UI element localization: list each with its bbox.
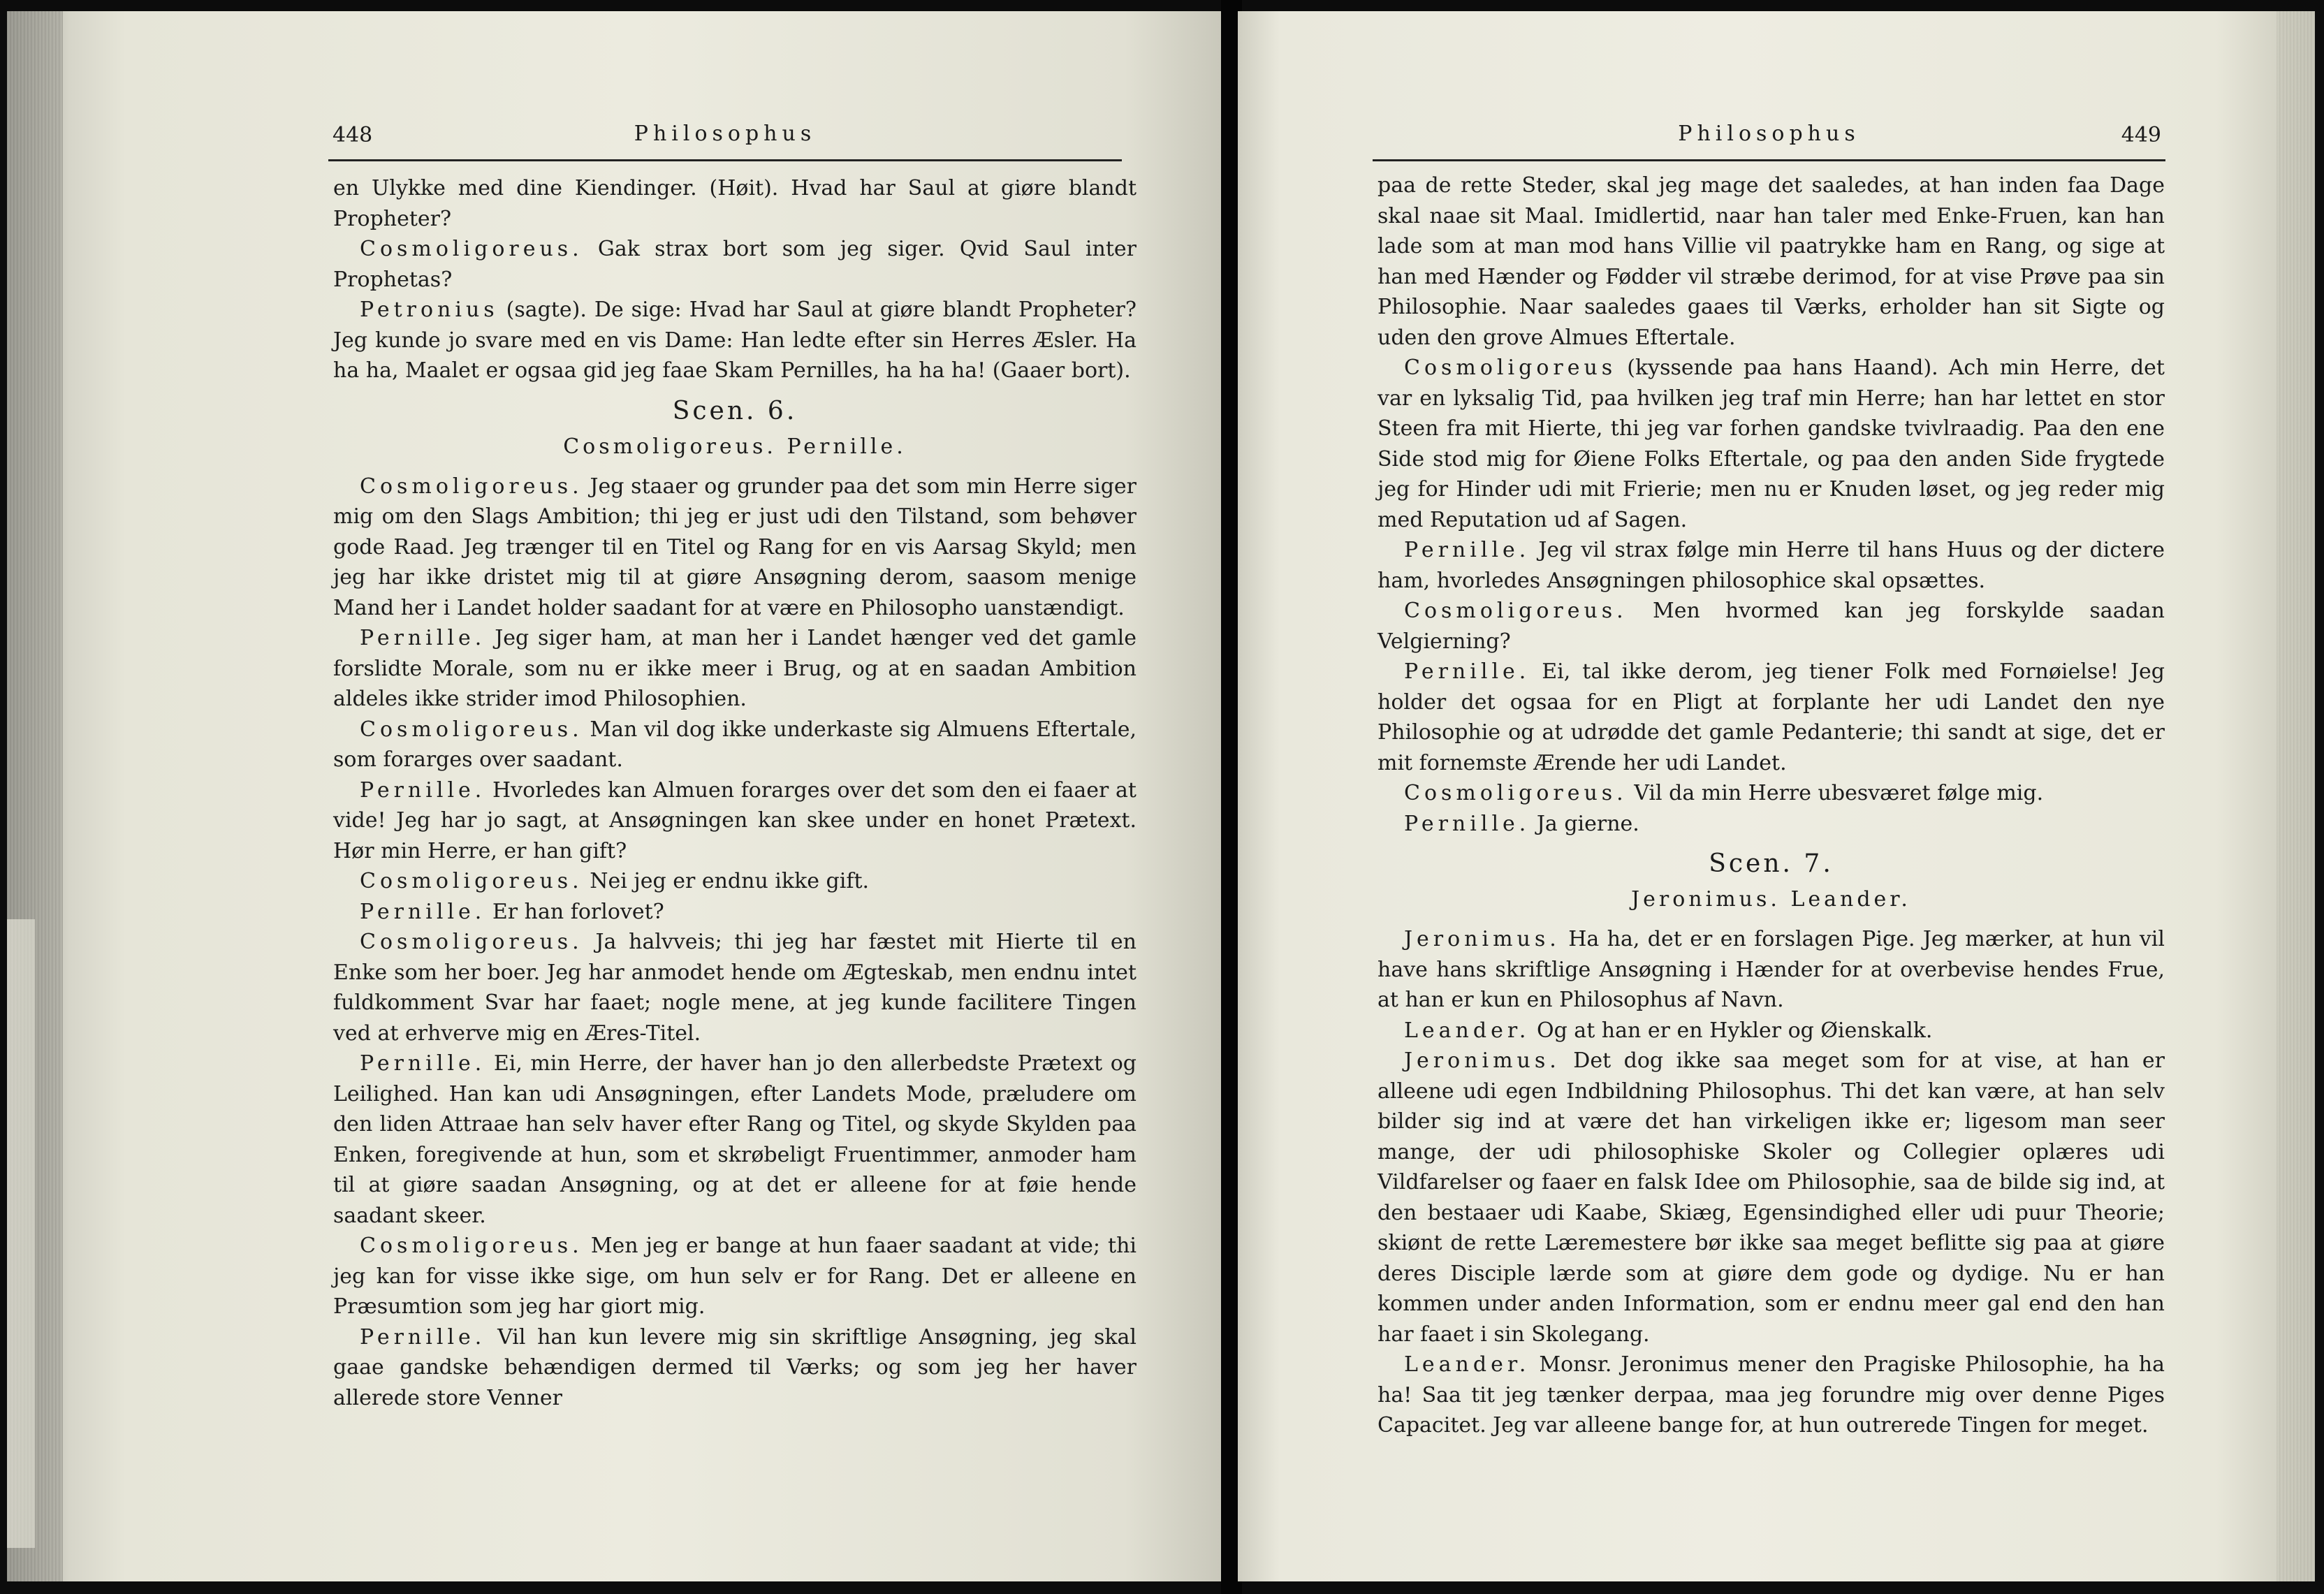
speaker-name: Petronius (360, 298, 499, 322)
dialogue-text: Ei, tal ikke derom, jeg tiener Folk med Fornøielse! Jeg holder det ogsaa for en Pligt at forplante her udi Landet den nye Philosophie og at udrødde det gamle Pedanterie; thi sandt at sige, det er mit fornemste Ærende her udi Landet. (1377, 659, 2165, 775)
scene6-dialogue-2 (333, 623, 1137, 715)
dialogue-text: Man vil dog ikke underkaste sig Almuens Eftertale, som forarges over saadant. (333, 717, 1137, 772)
page-edges-right (2277, 11, 2315, 1581)
speaker-name: Pernille. (360, 626, 486, 650)
speaker-name: Jeronimus. (1404, 927, 1561, 951)
speaker-name: Leander. (1404, 1352, 1530, 1377)
dialogue-text: Ja halvveis; thi jeg har fæstet mit Hierte til en Enke som her boer. Jeg har anmodet hende om Ægteskab, men endnu intet fuldkomment Svar har faaet; nogle mene, at jeg kunde facilitere Tingen ved at erhverve mig en Æres-Titel. (333, 930, 1137, 1046)
right-page (1238, 11, 2315, 1581)
speaker-name: Cosmoligoreus. (1404, 781, 1628, 805)
right-body-text (1377, 170, 2165, 1441)
left-page-number: 448 (332, 123, 373, 147)
scene-6-title: Scen. 6. (672, 396, 798, 425)
left-running-head (328, 117, 1122, 161)
speaker-name: Pernille. (360, 899, 486, 924)
right-dialogue-3 (1377, 596, 2165, 657)
dialogue-text: Jeg vil strax følge min Herre til hans Huus og der dictere ham, hvorledes Ansøgningen philosophice skal opsættes. (1377, 538, 2165, 593)
scene6-dialogue-1 (333, 471, 1137, 624)
left-dialogue-1 (333, 234, 1137, 295)
dialogue-text: Er han forlovet? (492, 899, 664, 924)
dialogue-text: Nei jeg er endnu ikke gift. (590, 869, 870, 893)
dialogue-text: Jeg siger ham, at man her i Landet hænger ved det gamle forslidte Morale, som nu er ikke meer i Brug, og at en saadan Ambition aldeles ikke strider imod Philosophien. (333, 626, 1137, 711)
scene-7-persons: Jeronimus. Leander. (1631, 887, 1911, 912)
right-page-number: 449 (2121, 123, 2161, 147)
scene6-dialogue-8 (333, 1048, 1137, 1231)
right-dialogue-6 (1377, 809, 2165, 840)
speaker-name: Cosmoligoreus. (360, 474, 583, 499)
dialogue-text: (sagte). De sige: Hvad har Saul at giøre blandt Propheter? Jeg kunde jo svare med en vis Dame: Han ledte efter sin Herres Æsler. Ha ha ha, Maalet er ogsaa gid jeg faae Skam Pernilles, ha ha ha! (Gaaer bort). (333, 298, 1137, 383)
right-dialogue-5 (1377, 778, 2165, 809)
left-dialogue-2 (333, 295, 1137, 386)
dialogue-text: Men jeg er bange at hun faaer saadant at vide; thi jeg kan for visse ikke sige, om hun selv er for Rang. Det er alleene en Præsumtion som jeg har giort mig. (333, 1234, 1137, 1319)
speaker-name: Pernille. (360, 1051, 486, 1076)
dialogue-text: Men hvormed kan jeg forskylde saadan Velgierning? (1377, 599, 2165, 654)
speaker-name: Cosmoligoreus. (360, 1234, 583, 1258)
speaker-name: Pernille. (1404, 659, 1530, 684)
dialogue-text: Det dog ikke saa meget som for at vise, at han er alleene udi egen Indbildning Philosophus. Thi det kan være, at han selv bilder sig ind at være det han virkeligen ikke er; ligesom man seer mange, der udi philosophiske Skoler og Collegier oplæres udi Vildfarelser og faaer en falsk Idee om Philosophie, saa de bilde sig ind, at den bestaaer udi Kaabe, Skiæg, Egensindighed eller udi puur Theorie; skiønt de rette Læremestere bør ikke saa meget beflitte sig paa at giøre deres Disciple lærde som at giøre dem gode og dydige. Nu er han kommen under anden Information, som er endnu meer gal end den han har faaet i sin Skolegang. (1377, 1048, 2165, 1347)
speaker-name: Pernille. (1404, 538, 1530, 562)
scene6-dialogue-9 (333, 1231, 1137, 1322)
dialogue-text: Monsr. Jeronimus mener den Pragiske Philosophie, ha ha ha! Saa tit jeg tænker derpaa, maa jeg forundre mig over denne Piges Capacitet. Jeg var alleene bange for, at hun outrerede Tingen for meget. (1377, 1352, 2165, 1438)
scene6-dialogue-10 (333, 1322, 1137, 1414)
scene7-dialogue-3 (1377, 1046, 2165, 1350)
right-running-head (1373, 117, 2165, 161)
speaker-name: Cosmoligoreus (1404, 356, 1617, 380)
dialogue-text: (kyssende paa hans Haand). Ach min Herre, det var en lyksalig Tid, paa hvilken jeg traf min Herre; han har lettet en stor Steen fra mit Hierte, thi jeg var forhen gandske tvivlraadig. Paa den ene Side stod mig for Øiene Folks Eftertale, og paa den anden Side frygtede jeg for Hinder udi mit Frierie; men nu er Knuden løset, og jeg reder mig med Reputation ud af Sagen. (1377, 356, 2165, 532)
scene7-dialogue-4 (1377, 1350, 2165, 1441)
scene6-dialogue-3 (333, 715, 1137, 775)
speaker-name: Pernille. (360, 1324, 486, 1350)
speaker-name: Cosmoligoreus. (360, 717, 583, 742)
dialogue-text: Jeg staaer og grunder paa det som min Herre siger mig om den Slags Ambition; thi jeg er just udi den Tilstand, som behøver gode Raad. Jeg trænger til en Titel og Rang for en vis Aarsag Skyld; men jeg har ikke dristet mig til at giøre Ansøgning derom, saasom menige Mand her i Landet holder saadant for at være en Philosopho uanstændigt. (333, 474, 1137, 620)
scene-6-persons: Cosmoligoreus. Pernille. (563, 434, 907, 459)
dialogue-text: Ja gierne. (1536, 811, 1639, 836)
speaker-name: Cosmoligoreus. (1404, 599, 1628, 623)
scene-7-title: Scen. 7. (1709, 849, 1834, 878)
speaker-name: Cosmoligoreus. (360, 869, 583, 893)
speaker-name: Pernille. (360, 777, 486, 803)
dialogue-text: Gak strax bort som jeg siger. Qvid Saul inter Prophetas? (333, 237, 1137, 292)
right-dialogue-4 (1377, 657, 2165, 778)
speaker-name: Cosmoligoreus. (360, 930, 583, 954)
left-running-title: Philosophus (634, 122, 817, 146)
scene6-dialogue-6 (333, 897, 1137, 928)
dialogue-text: Og at han er en Hykler og Øienskalk. (1536, 1018, 1933, 1043)
scene7-dialogue-2 (1377, 1016, 2165, 1046)
speaker-name: Leander. (1404, 1018, 1530, 1043)
right-continuation: paa de rette Steder, skal jeg mage det saaledes, at han inden faa Dage skal naae sit Maal. Imidlertid, naar han taler med Enke-Fruen, kan han lade som at man mod hans Villie vil paatrykke ham en Rang, og sige at han med Hænder og Fødder vil stræbe derimod, for at vise Prøve paa sin Philosophie. Naar saaledes gaaes til Værks, erholder han sit Sigte og uden den grove Almues Eftertale. (1377, 173, 2165, 350)
page-edge-highlight (7, 919, 35, 1548)
speaker-name: Jeronimus. (1404, 1048, 1561, 1073)
right-dialogue-1 (1377, 353, 2165, 535)
scene6-dialogue-7 (333, 927, 1137, 1048)
left-body-text (333, 173, 1137, 1413)
dialogue-text: Ei, min Herre, der haver han jo den allerbedste Prætext og Leilighed. Han kan udi Ansøgningen, efter Landets Mode, præludere om den liden Attraae han selv haver efter Rang og Titel, og skyde Skylden paa Enken, foregivende at hun, som et skrøbeligt Fruentimmer, anmoder ham til at giøre saadan Ansøgning, og at det er alleene for at føie hende saadant skeer. (333, 1051, 1137, 1228)
speaker-name: Cosmoligoreus. (360, 237, 583, 261)
left-page (7, 11, 1224, 1581)
scene7-dialogue-1 (1377, 924, 2165, 1016)
scene6-dialogue-4 (333, 775, 1137, 867)
speaker-name: Pernille. (1404, 811, 1530, 836)
dialogue-text: Vil da min Herre ubesværet følge mig. (1634, 781, 2044, 805)
right-dialogue-2 (1377, 535, 2165, 596)
dialogue-text: Hvorledes kan Almuen forarges over det som den ei faaer at vide! Jeg har jo sagt, at Ansøgningen kan skee under en honet Prætext. Hør min Herre, er han gift? (333, 777, 1137, 863)
right-running-title: Philosophus (1678, 122, 1860, 146)
scene6-dialogue-5 (333, 866, 1137, 897)
dialogue-text: Ha ha, det er en forslagen Pige. Jeg mærker, at hun vil have hans skriftlige Ansøgning i Hænder for at overbevise hendes Frue, at han er kun en Philosophus af Navn. (1377, 927, 2165, 1012)
dialogue-text: Vil han kun levere mig sin skriftlige Ansøgning, jeg skal gaae gandske behændigen dermed til Værks; og som jeg her haver allerede store Venner (333, 1324, 1137, 1410)
left-continuation: en Ulykke med dine Kiendinger. (Høit). Hvad har Saul at giøre blandt Propheter? (333, 176, 1137, 231)
